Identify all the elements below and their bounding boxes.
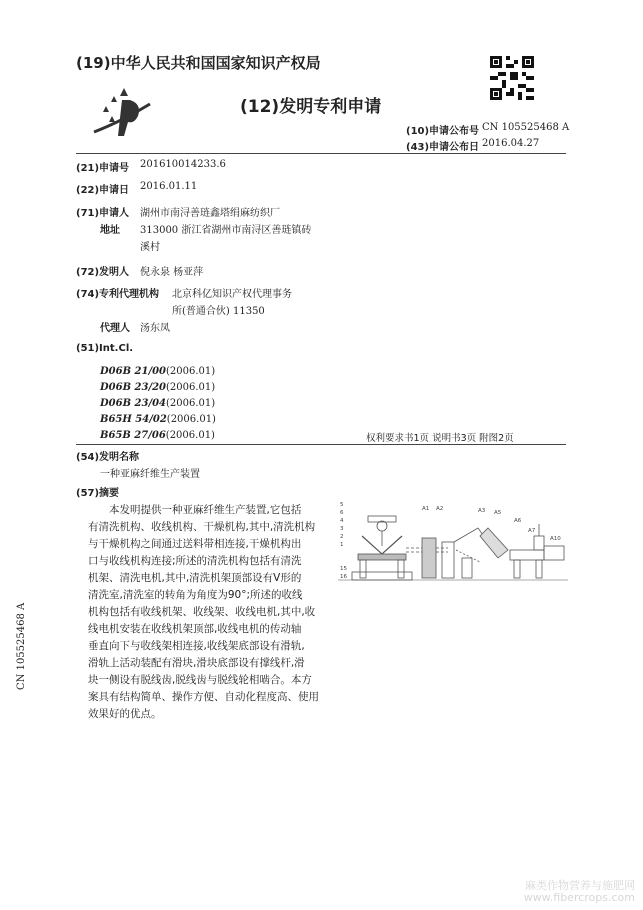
ipc-item: D06B 23/20(2006.01) — [100, 382, 216, 393]
pub-date: 2016.04.27 — [482, 138, 540, 149]
address-line-1: 313000 浙江省湖州市南浔区善琏镇砖 — [140, 225, 312, 236]
cnipa-logo — [84, 82, 154, 138]
ipc-item: D06B 23/04(2006.01) — [100, 398, 216, 409]
abstract-drawing — [338, 498, 568, 584]
agency-line-2: 所(普通合伙) 11350 — [172, 306, 265, 317]
ipc-item: B65B 27/06(2006.01) — [100, 430, 215, 441]
app-date: 2016.01.11 — [140, 181, 198, 192]
figure-label: 4 — [340, 518, 344, 524]
abstract-label: (57)摘要 — [76, 488, 120, 499]
figure-label: A3 — [478, 508, 486, 514]
abstract-line: 本发明提供一种亚麻纤维生产装置,它包括 — [109, 504, 302, 516]
abstract-line: 效果好的优点。 — [88, 708, 162, 720]
app-date-label: (22)申请日 — [76, 185, 130, 196]
qr-code — [490, 56, 534, 100]
biblio-rule — [76, 444, 566, 445]
applicant-label: (71)申请人 — [76, 208, 130, 219]
ipc-item: B65H 54/02(2006.01) — [100, 414, 216, 425]
abstract-line: 线电机安装在收线机架顶部,收线电机的传动轴 — [88, 623, 302, 635]
figure-label: 5 — [340, 502, 344, 508]
inventor: 倪永泉 杨亚萍 — [140, 267, 204, 278]
figure-label: A5 — [494, 510, 502, 516]
agency-label: (74)专利代理机构 — [76, 289, 160, 300]
agency-line-1: 北京科亿知识产权代理事务 — [172, 289, 292, 300]
pub-no: CN 105525468 A — [482, 122, 570, 133]
office-name: (19)中华人民共和国国家知识产权局 — [76, 54, 321, 72]
app-no: 201610014233.6 — [140, 159, 226, 170]
watermark: 麻类作物营养与施肥网 www.fibercrops.com — [523, 879, 635, 904]
figure-label: A2 — [436, 506, 444, 512]
abstract-line: 有清洗机构、收线机构、干燥机构,其中,清洗机构 — [88, 521, 316, 533]
side-publication-number: CN 105525468 A — [16, 602, 27, 690]
inventor-label: (72)发明人 — [76, 267, 130, 278]
invention-name-label: (54)发明名称 — [76, 452, 140, 463]
abstract-line: 机构包括有收线机架、收线架、收线电机,其中,收 — [88, 606, 316, 618]
abstract-text — [88, 502, 328, 723]
document-type: (12)发明专利申请 — [240, 97, 382, 117]
ipc-list — [100, 359, 216, 439]
abstract-line: 机架、清洗电机,其中,清洗机架顶部设有V形的 — [88, 572, 302, 584]
abstract-line: 口与收线机构连接;所述的清洗机构包括有清洗 — [88, 555, 302, 567]
figure-label: 6 — [340, 510, 344, 516]
abstract-line: 与干燥机构之间通过送料带相连接,干燥机构出 — [88, 538, 302, 550]
abstract-line: 滑轨上活动装配有滑块,滑块底部设有撑线杆,滑 — [88, 657, 305, 669]
pub-date-label: (43)申请公布日 — [406, 142, 480, 153]
agent-label: 代理人 — [100, 323, 130, 334]
pages-info: 权利要求书1页 说明书3页 附图2页 — [366, 433, 514, 444]
agent: 汤东凤 — [140, 323, 170, 334]
abstract-line: 块一侧设有脱线齿,脱线齿与脱线轮相啮合。本方 — [88, 674, 312, 686]
figure-label: 2 — [340, 534, 344, 540]
applicant: 湖州市南浔善琏鑫塔绢麻纺织厂 — [140, 208, 280, 219]
figure-label: A10 — [550, 536, 561, 542]
figure-label: 3 — [340, 526, 344, 532]
abstract-line: 垂直向下与收线架相连接,收线架底部设有滑轨, — [88, 640, 305, 652]
figure-label: A7 — [528, 528, 536, 534]
figure-label: A6 — [514, 518, 522, 524]
figure-label: 16 — [340, 574, 347, 580]
address-line-2: 溪村 — [140, 242, 160, 253]
header-rule — [76, 153, 566, 154]
figure-label: 1 — [340, 542, 344, 548]
ipc-item: D06B 21/00(2006.01) — [100, 366, 216, 377]
abstract-line: 案具有结构简单、操作方便、自动化程度高、使用 — [88, 691, 319, 703]
app-no-label: (21)申请号 — [76, 163, 130, 174]
figure-label: 15 — [340, 566, 347, 572]
address-label: 地址 — [100, 225, 120, 236]
invention-name: 一种亚麻纤维生产装置 — [100, 469, 200, 480]
pub-no-label: (10)申请公布号 — [406, 126, 480, 137]
figure-label: A1 — [422, 506, 430, 512]
abstract-line: 清洗室,清洗室的转角为角度为90°;所述的收线 — [88, 589, 303, 601]
intcl-label: (51)Int.Cl. — [76, 343, 134, 354]
